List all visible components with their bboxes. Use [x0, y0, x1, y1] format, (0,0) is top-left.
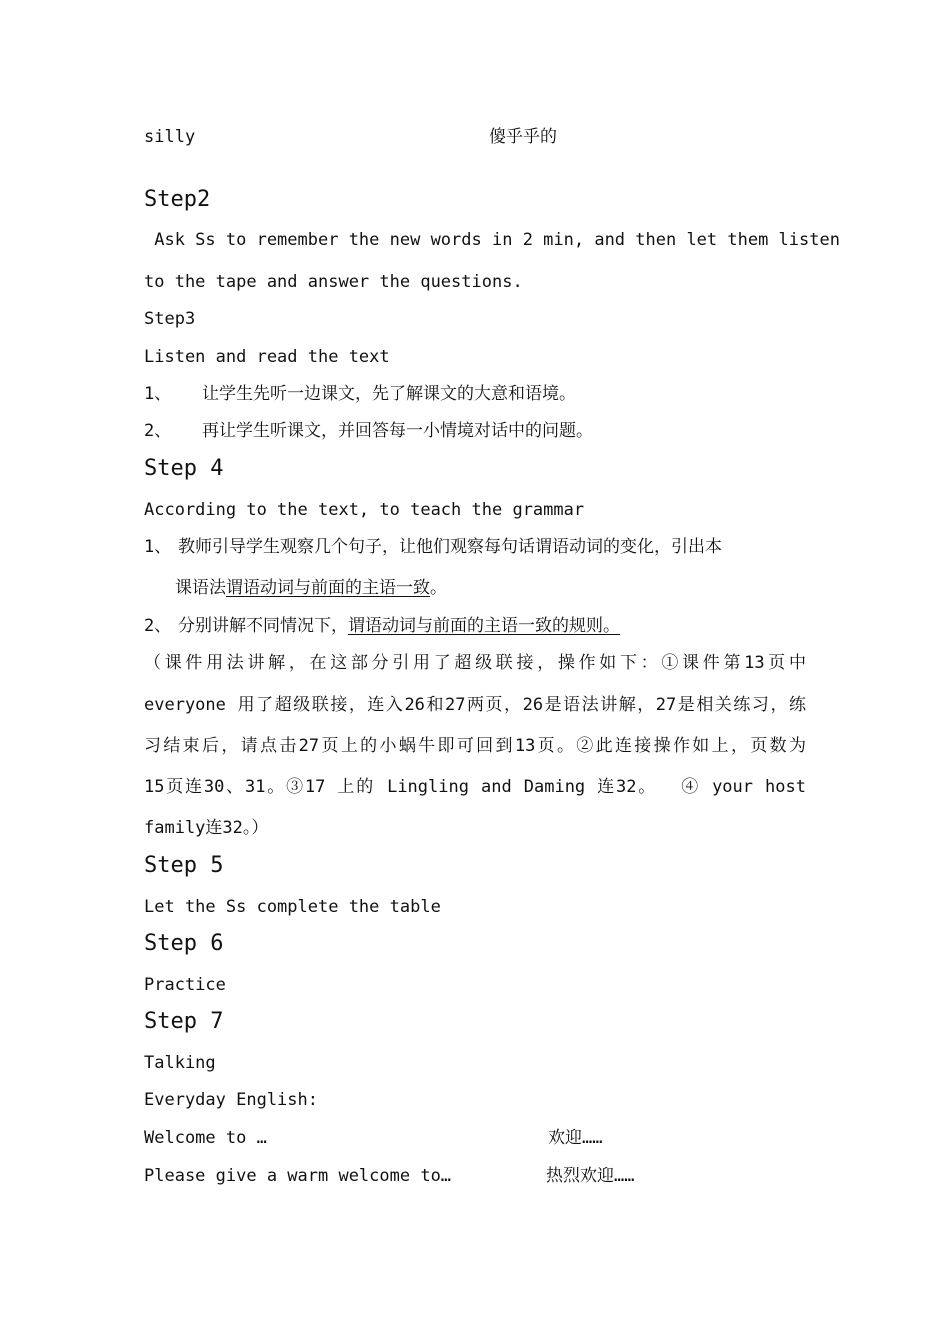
vocab-meaning: 傻乎乎的 [489, 127, 557, 147]
step4-heading: Step 4 [144, 456, 224, 481]
list-number: 2、 [144, 421, 172, 441]
list-item-text: 让学生先听一边课文，先了解课文的大意和语境。 [202, 384, 576, 404]
list-item-text: 教师引导学生观察几个句子，让他们观察每句话谓语动词的变化，引出本 [178, 537, 722, 557]
grammar-topic: 谓语动词与前面的主语一致 [226, 578, 430, 598]
courseware-note-line: 15页连30、31。③17 上的 Lingling and Daming 连32。 ④ your host [144, 777, 806, 797]
phrase-chinese: 欢迎…… [548, 1128, 603, 1148]
list-number: 2、 [144, 616, 172, 636]
phrase-english: Please give a warm welcome to… [144, 1166, 452, 1186]
courseware-note-line: family连32。） [144, 818, 269, 838]
list-item-text: 再让学生听课文，并回答每一小情境对话中的问题。 [202, 421, 593, 441]
list-number: 1、 [144, 537, 172, 557]
list-number: 1、 [144, 384, 172, 404]
item2-prefix: 分别讲解不同情况下， [178, 616, 348, 636]
phrase-chinese: 热烈欢迎…… [546, 1166, 635, 1186]
step2-paragraph-line2: to the tape and answer the questions. [144, 272, 523, 292]
step7-text: Talking [144, 1053, 216, 1073]
step4-item2 [144, 615, 620, 637]
step3-intro: Listen and read the text [144, 347, 390, 367]
step6-heading: Step 6 [144, 931, 224, 956]
step4-item1-line2 [175, 577, 447, 599]
courseware-note-line: （课件用法讲解，在这部分引用了超级联接，操作如下：①课件第13页中 [144, 653, 806, 673]
grammar-prefix: 课语法 [175, 578, 226, 598]
step7-heading: Step 7 [144, 1009, 224, 1034]
phrase-english: Welcome to … [144, 1128, 267, 1148]
step3-list-item [144, 383, 576, 405]
step3-heading: Step3 [144, 309, 196, 329]
step4-intro: According to the text, to teach the grammar [144, 500, 585, 520]
courseware-note-line: everyone 用了超级联接，连入26和27两页，26是语法讲解，27是相关练习，练 [144, 695, 806, 715]
vocab-word: silly [144, 127, 196, 147]
step3-list-item [144, 420, 593, 442]
step5-text: Let the Ss complete the table [144, 897, 441, 917]
grammar-rules: 谓语动词与前面的主语一致的规则。 [348, 616, 620, 636]
step4-item1-line1 [144, 536, 722, 558]
step2-paragraph-line1: Ask Ss to remember the new words in 2 min, and then let them listen [144, 230, 840, 250]
step5-heading: Step 5 [144, 853, 224, 878]
courseware-note-line: 习结束后，请点击27页上的小蜗牛即可回到13页。②此连接操作如上，页数为 [144, 736, 806, 756]
step6-text: Practice [144, 975, 226, 995]
grammar-suffix: 。 [430, 578, 447, 598]
step2-heading: Step2 [144, 187, 211, 212]
everyday-english-label: Everyday English: [144, 1090, 318, 1110]
